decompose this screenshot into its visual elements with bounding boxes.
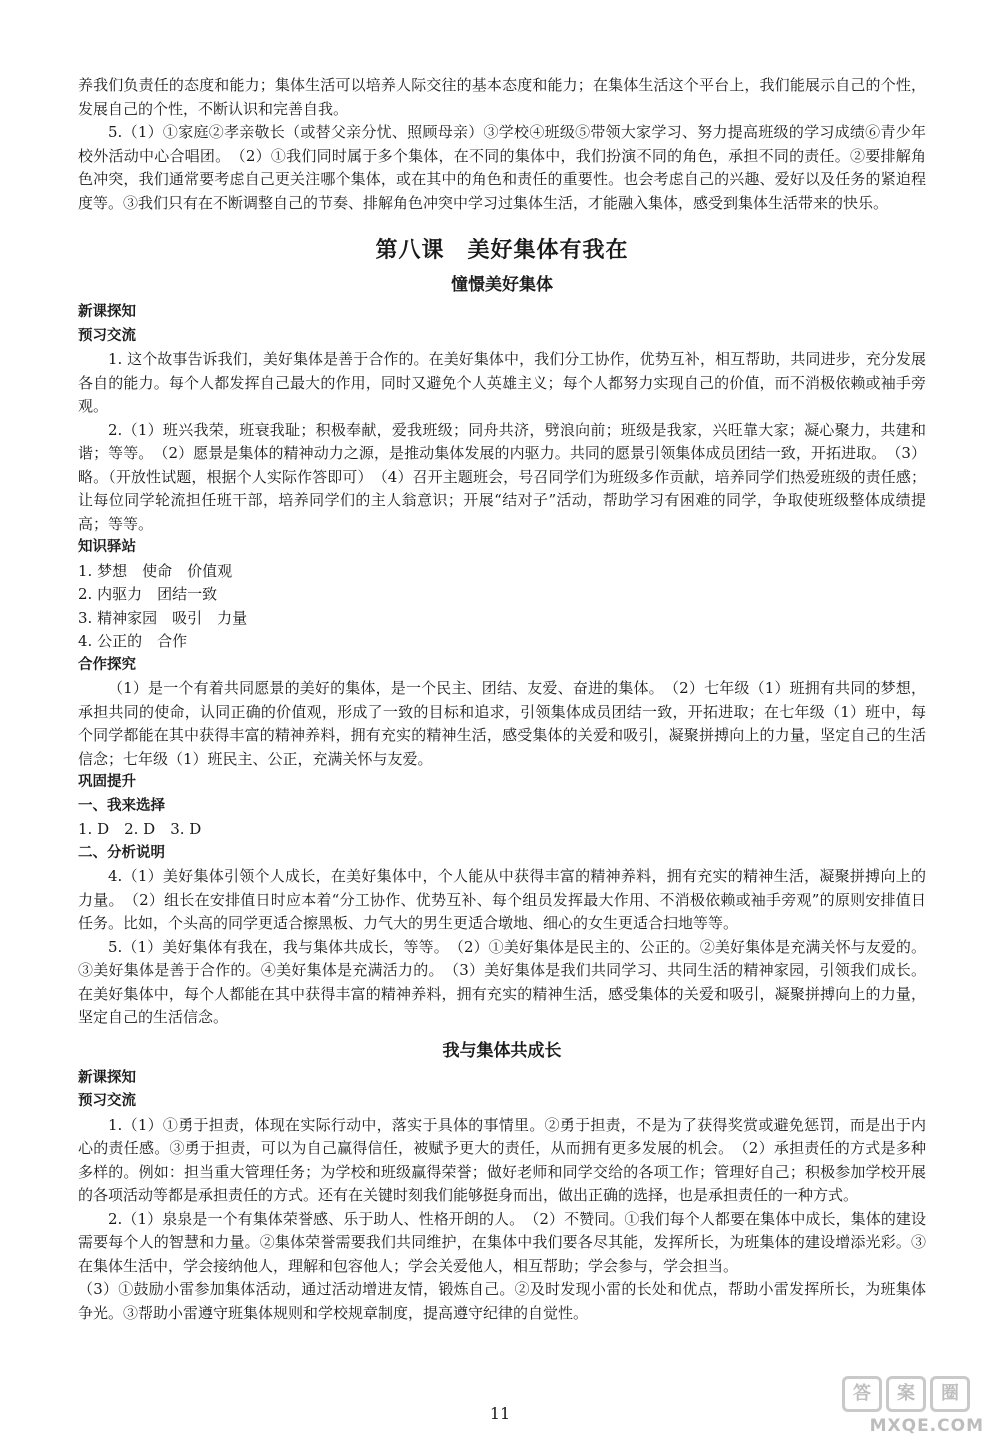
heading-choice: 一、我来选择 [78,797,165,814]
knowledge-item: 4. 公正的 合作 [78,632,188,650]
heading-cooperation: 合作探究 [78,656,136,673]
section-title-grow-together: 我与集体共成长 [442,1040,562,1061]
heading-new-lesson: 新课探知 [78,304,136,320]
heading-preview: 预习交流 [78,327,136,344]
answer-1: 1. 这个故事告诉我们，美好集体是善于合作的。在美好集体中，我们分工协作，优势互补，相互帮助，共同进步，充分发展各自的能力。每个人都发挥自己最大的作用，同时又避免个人英雄主义；每个人都努力实现自己的价值，而不消极依赖或袖手旁观。 [78,350,926,415]
answer-2: 2.（1）泉泉是一个有集体荣誉感、乐于助人、性格开朗的人。 （2）不赞同。①我们每个人都要在集体中成长，集体的建设需要每个人的智慧和力量。②集体荣誉需要我们共同维护，在集体中我们要各尽其能，发挥所长，为班集体的建设增添光彩。③在集体生活中，学会接纳他人，理解和包容他人；学会关爱他人，相互帮助；学会参与，学会担当。 [78,1209,926,1275]
lesson-title: 第八课 美好集体有我在 [375,238,629,263]
intro-answer-5: 5.（1）①家庭②孝亲敬长（或替父亲分忧、照顾母亲）③学校④班级⑤带领大家学习、努力提高班级的学习成绩⑥青少年校外活动中心合唱团。 （2）①我们同时属于多个集体，在不同的集体中，我们扮演不同的角色，承担不同的责任。②要排解角色冲突，我们通常要考虑自己更关注哪个集体，或在其中的角色和责任的重要性。也会考虑自己的兴趣、爱好以及任务的紧迫程度等。③我们只有在不断调整自己的节奏、排解角色冲突中学习过集体生活，才能融入集体，感受到集体生活带来的快乐。 [78,123,926,212]
content-column [78,74,926,1325]
watermark-glyph: 答 [842,1376,882,1412]
analysis-answer-5: 5.（1）美好集体有我在，我与集体共成长，等等。 （2）①美好集体是民主的、公正的。②美好集体是充满关怀与友爱的。③美好集体是善于合作的。④美好集体是充满活力的。 （3）美好集体是我们共同学习、共同生活的精神家园，引领我们成长。在美好集体中，每个人都能在其中获得丰富的精神养料，拥有充实的精神生活，感受集体的关爱和吸引，凝聚拼搏向上的力量，坚定自己的生活信念。 [78,937,926,1026]
watermark-glyph: 案 [886,1376,926,1412]
watermark-glyph: 圈 [930,1376,970,1412]
watermark-url: MXQE.COM [869,1416,984,1436]
cooperation-answer: （1）是一个有着共同愿景的美好的集体，是一个民主、团结、友爱、奋进的集体。 （2）七年级（1）班拥有共同的梦想，承担共同的使命，认同正确的价值观，形成了一致的目标和追求，引领集体成员团结一致，开拓进取；在七年级（1）班中，每个同学都能在其中获得丰富的精神养料，拥有充实的精神生活，感受集体的关爱和吸引，凝聚拼搏向上的力量，坚定自己的生活信念；七年级（1）班民主、公正，充满关怀与友爱。 [78,679,926,768]
analysis-answer-4: 4.（1）美好集体引领个人成长，在美好集体中，个人能从中获得丰富的精神养料，拥有充实的精神生活，凝聚拼搏向上的力量。 （2）组长在安排值日时应本着“分工协作、优势互补、每个组员发挥最大作用、不消极依赖或袖手旁观”的原则安排值日任务。比如，个头高的同学更适合擦黑板、力气大的男生更适合墩地、细心的女生更适合扫地等等。 [78,867,926,932]
section-title-longing: 憧憬美好集体 [451,275,553,295]
answer-2-part-3: （3）①鼓励小雷参加集体活动，通过活动增进友情，锻炼自己。②及时发现小雷的长处和优点，帮助小雷发挥所长，为班集体争光。③帮助小雷遵守班集体规则和学校规章制度，提高遵守纪律的自觉性。 [78,1280,926,1322]
knowledge-item: 2. 内驱力 团结一致 [78,585,218,603]
heading-consolidate: 巩固提升 [78,774,136,790]
answer-2: 2.（1）班兴我荣，班衰我耻；积极奉献，爱我班级；同舟共济，劈浪向前；班级是我家，兴旺靠大家；凝心聚力，共建和谐；等等。 （2）愿景是集体的精神动力之源，是推动集体发展的内驱力。共同的愿景引领集体成员团结一致，开拓进取。 （3）略。（开放性试题，根据个人实际作答即可） （4）召开主题班会，号召同学们为班级多作贡献，培养同学们热爱班级的责任感；让每位同学轮流担任班干部，培养同学们的主人翁意识；开展“结对子”活动，帮助学习有困难的同学，争取使班级整体成绩提高；等等。 [78,420,926,533]
page-number: 11 [489,1404,511,1423]
intro-paragraph-continued: 养我们负责任的态度和能力；集体生活可以培养人际交往的基本态度和能力；在集体生活这个平台上，我们能展示自己的个性，发展自己的个性，不断认识和完善自我。 [78,76,926,118]
heading-knowledge: 知识驿站 [78,539,136,555]
answer-1: 1.（1）①勇于担责，体现在实际行动中，落实于具体的事情里。②勇于担责，不是为了获得奖赏或避免惩罚，而是出于内心的责任感。③勇于担责，可以为自己赢得信任，被赋予更大的责任，从而拥有更多发展的机会。 （2）承担责任的方式是多种多样的。例如：担当重大管理任务；为学校和班级赢得荣誉；做好老师和同学交给的各项工作；管理好自己；积极参加学校开展的各项活动等都是承担责任的方式。还有在关键时刻我们能够挺身而出，做出正确的选择，也是承担责任的一种方式。 [78,1115,926,1204]
choice-answers: 1. D 2. D 3. D [78,820,202,838]
heading-new-lesson: 新课探知 [78,1069,136,1086]
heading-preview: 预习交流 [78,1093,136,1109]
knowledge-item: 1. 梦想 使命 价值观 [78,561,233,580]
knowledge-item: 3. 精神家园 吸引 力量 [78,608,248,627]
watermark-logo [836,1376,986,1436]
heading-analysis: 二、分析说明 [78,844,165,861]
